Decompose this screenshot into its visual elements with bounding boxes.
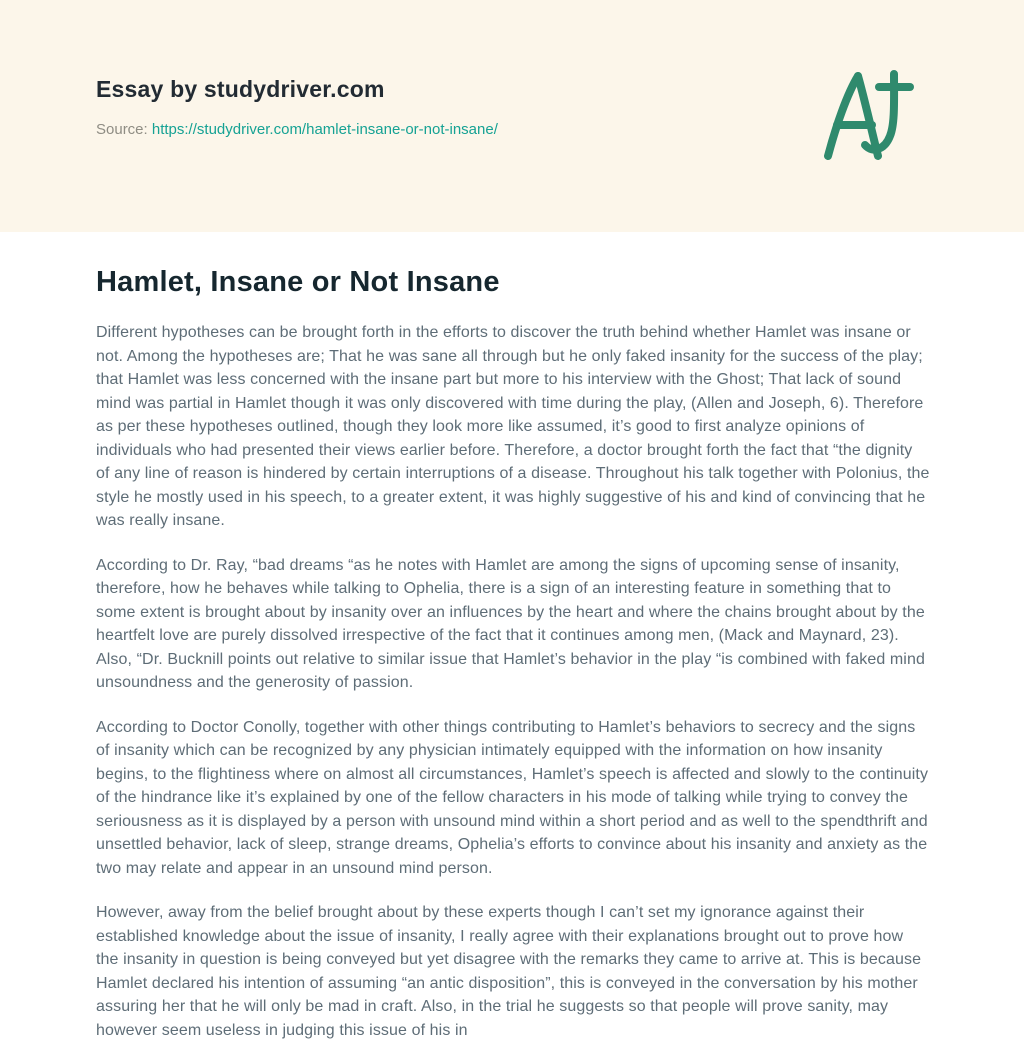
essay-paragraph: According to Dr. Ray, “bad dreams “as he notes with Hamlet are among the signs of upcoming sense of insanity, therefore, how he behaves while talking to Ophelia, there is a sign of an interesting feature in something that to some extent is brought about by insanity over an influences by the heart and where the chains brought about by the heartfelt love are purely dissolved irrespective of the fact that it continues among men, (Mack and Maynard, 23). Also, “Dr. Bucknill points out relative to similar issue that Hamlet’s behavior in the play “is combined with faked mind unsoundness and the generosity of passion. bbox=[96, 556, 925, 691]
studydriver-logo bbox=[820, 66, 916, 166]
main-content bbox=[0, 266, 1024, 1042]
studydriver-logo-icon bbox=[820, 153, 916, 170]
essay-body bbox=[96, 321, 930, 1042]
source-label: Source: bbox=[96, 121, 148, 138]
essay-byline: Essay by studydriver.com bbox=[96, 76, 385, 102]
essay-title: Hamlet, Insane or Not Insane bbox=[96, 266, 500, 298]
header bbox=[0, 0, 1024, 232]
essay-paragraph: According to Doctor Conolly, together with other things contributing to Hamlet’s behaviors to secrecy and the signs of insanity which can be recognized by any physician intimately equipped with the information on how insanity begins, to the flightiness where on almost all circumstances, Hamlet’s speech is affected and slowly to the continuity of the hindrance like it’s explained by one of the fellow characters in his mode of talking while trying to convey the seriousness as it is displayed by a person with unsound mind within a short period and as well to the spendthrift and unsettled behavior, lack of sleep, strange dreams, Ophelia’s efforts to convince about his insanity and anxiety as the two may relate and appear in an unsound mind person. bbox=[96, 718, 929, 877]
source-line bbox=[96, 121, 928, 138]
source-link[interactable]: https://studydriver.com/hamlet-insane-or-not-insane/ bbox=[151, 121, 498, 138]
essay-paragraph: However, away from the belief brought about by these experts though I can’t set my ignorance against their established knowledge about the issue of insanity, I really agree with their explanations brought out to prove how the insanity in question is being conveyed but yet disagree with the remarks they came to arrive at. This is because Hamlet declared his intention of assuming “an antic disposition”, this is conveyed in the conversation by his mother assuring her that he will only be mad in craft. Also, in the trial he suggests so that people will prove sanity, may however seem useless in judging this issue of his in bbox=[96, 904, 922, 1039]
essay-paragraph: Different hypotheses can be brought forth in the efforts to discover the truth behind whether Hamlet was insane or not. Among the hypotheses are; That he was sane all through but he only faked insanity for the success of the play; that Hamlet was less concerned with the insane part but more to his interview with the Ghost; That lack of sound mind was partial in Hamlet though it was only discovered with time during the play, (Allen and Joseph, 6). Therefore as per these hypotheses outlined, though they look more like assumed, it’s good to first analyze opinions of individuals who had presented their views earlier before. Therefore, a doctor brought forth the fact that “the dignity of any line of reason is hindered by certain interruptions of a disease. Throughout his talk together with Polonius, the style he mostly used in his speech, to a greater extent, it was highly suggestive of his and kind of convincing that he was really insane. bbox=[96, 324, 930, 529]
